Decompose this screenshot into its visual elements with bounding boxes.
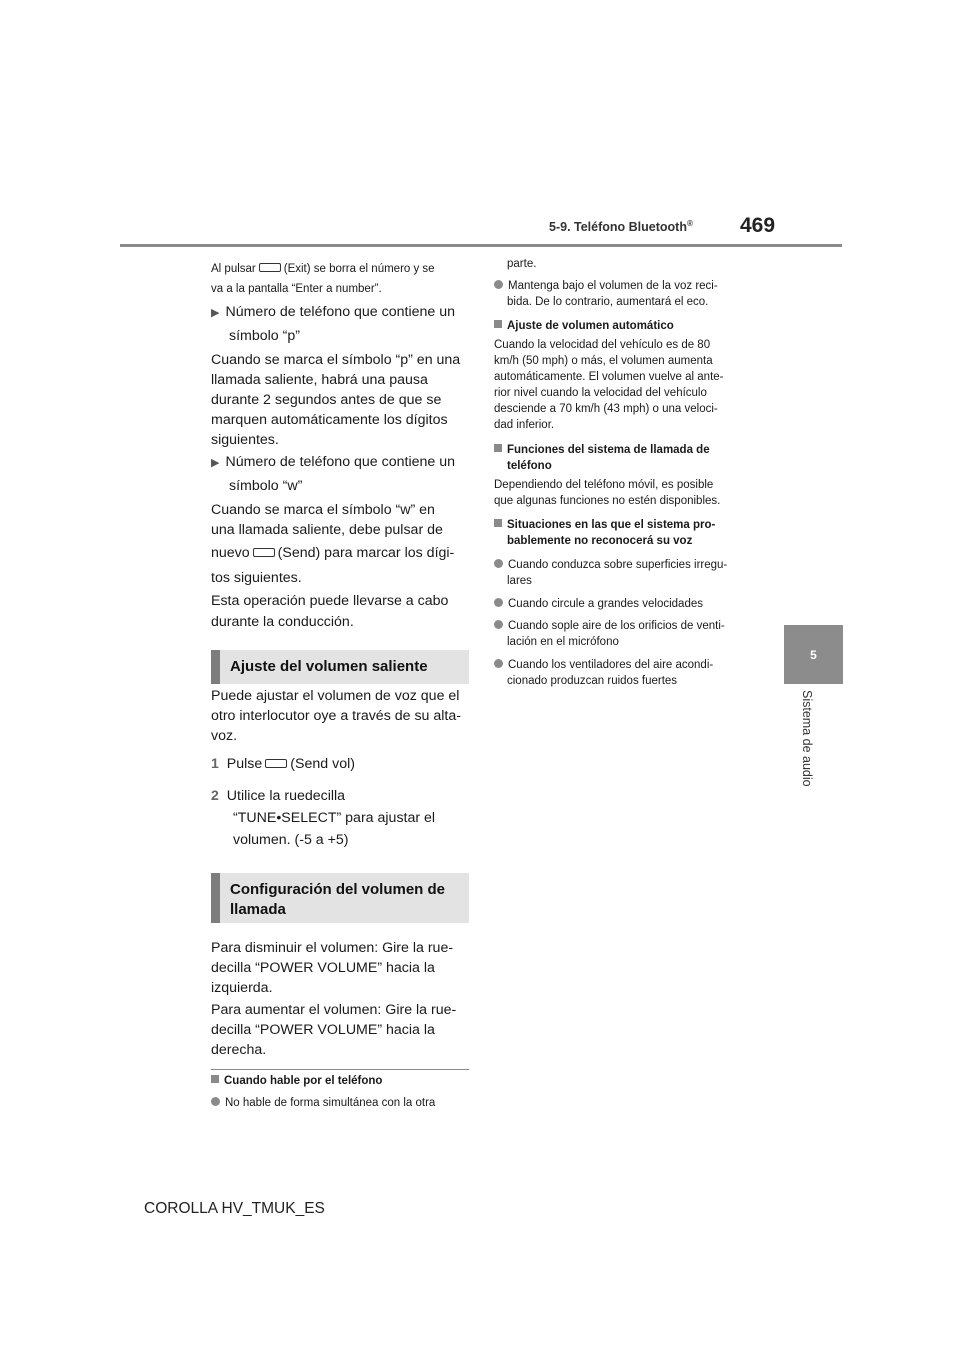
arrow-icon: ▶ [211,457,220,469]
footer-model: COROLLA HV_TMUK_ES [144,1200,325,1217]
arrow-icon: ▶ [211,307,220,319]
exit-note: Al pulsar (Exit) se borra el número y se va a la pantalla “Enter a number”. [211,263,435,295]
continuation-text: parte. [507,258,537,270]
square-bullet-icon [494,320,502,328]
send-key-icon [253,548,275,557]
round-bullet-icon [494,620,503,629]
exit-key-icon [259,263,281,272]
auto-volume-heading: Ajuste de volumen automático [494,318,756,334]
call-volume-increase: Para aumentar el volumen: Gire la rue- decilla “POWER VOLUME” hacia la derecha. [211,1002,457,1058]
voice-bullet-high-speed: Cuando circule a grandes velocidades [494,596,769,612]
square-bullet-icon [494,444,502,452]
square-bullet-icon [211,1075,219,1083]
section-call-volume: Configuración del volumen de llamada [211,873,469,923]
square-bullet-icon [494,519,502,527]
step-2: 2 Utilice la ruedecilla “TUNE•SELECT” para ajustar el volumen. (-5 a +5) [211,787,436,848]
round-bullet-icon [494,598,503,607]
voice-bullet-rough-roads: Cuando conduzca sobre superficies irregu- lares [494,557,769,589]
header-rule [120,244,842,247]
note-heading: Cuando hable por el teléfono [211,1071,473,1091]
step-number: 2 [211,787,219,803]
section-header: 5-9. Teléfono Bluetooth® [549,219,693,235]
page-number: 469 [740,214,776,237]
call-functions-desc: Dependiendo del teléfono móvil, es posible que algunas funciones no estén disponibles. [494,479,721,507]
call-volume-decrease: Para disminuir el volumen: Gire la rue- decilla “POWER VOLUME” hacia la izquierda. [211,940,454,996]
note-bullet: No hable de forma simultánea con la otra [211,1093,473,1113]
round-bullet-icon [494,280,503,289]
w-symbol-desc: Cuando se marca el símbolo “w” en una llamada saliente, debe pulsar de nuevo (Send) para marcar los dígi- tos siguientes. Esta operación puede llevarse a cabo durante la conducción. [211,502,455,630]
auto-volume-desc: Cuando la velocidad del vehículo es de 80 km/h (50 mph) o más, el volumen aumenta automáticamente. El volumen vuelve al ante- rior nivel cuando la velocidad del vehículo desciende a 70 km/h (43 mph) o una veloci- dad inferior. [494,339,724,431]
right-bullet-echo: Mantenga bajo el volumen de la voz reci- bida. De lo contrario, aumentará el eco. [494,278,769,310]
round-bullet-icon [494,659,503,668]
chapter-tab: 5 [784,625,843,684]
round-bullet-icon [494,559,503,568]
note-divider [211,1069,469,1070]
voice-bullet-ac-noise: Cuando los ventiladores del aire acondi- cionado produzcan ruidos fuertes [494,657,769,689]
voice-bullet-vent-air: Cuando sople aire de los orificios de venti- lación en el micrófono [494,618,769,650]
voice-recognition-heading: Situaciones en las que el sistema pro- bablemente no reconocerá su voz [494,517,769,549]
chapter-label: Sistema de audio [800,690,814,787]
outgoing-volume-desc: Puede ajustar el volumen de voz que el otro interlocutor oye a través de su alta- voz. [211,688,461,744]
w-symbol-item: ▶ Número de teléfono que contiene un símbolo “w” [211,454,455,494]
send-vol-key-icon [265,759,287,768]
step-number: 1 [211,755,219,771]
registered-mark: ® [686,219,693,228]
p-symbol-item: ▶ Número de teléfono que contiene un símbolo “p” [211,304,455,344]
round-bullet-icon [211,1097,220,1106]
section-outgoing-volume: Ajuste del volumen saliente [211,650,469,684]
p-symbol-desc: Cuando se marca el símbolo “p” en una llamada saliente, habrá una pausa durante 2 segundos antes de que se marquen automáticamente los dígitos siguientes. [211,352,461,448]
step-1: 1 Pulse (Send vol) [211,755,355,772]
call-functions-heading: Funciones del sistema de llamada de teléfono [494,442,769,474]
